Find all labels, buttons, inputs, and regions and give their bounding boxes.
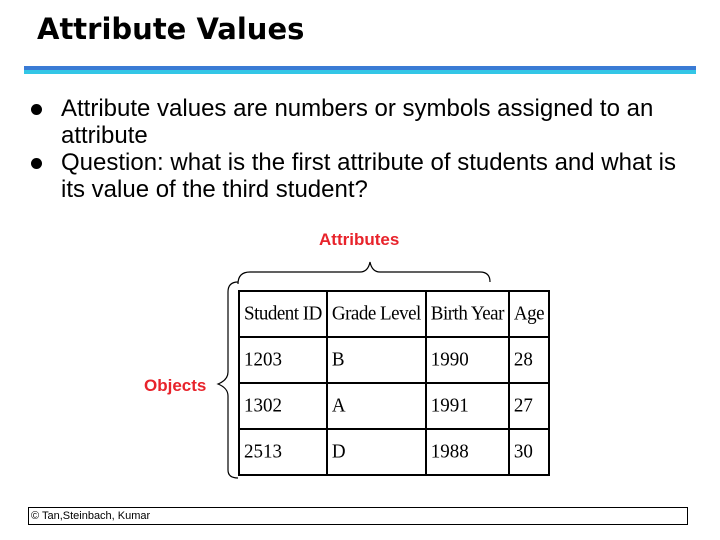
table-cell: 1990 (426, 336, 509, 384)
table-cell: A (327, 382, 426, 430)
table-cell: D (327, 428, 426, 476)
table-cell: 1991 (426, 382, 509, 430)
table-cell: 28 (509, 336, 549, 384)
table-header-row (239, 291, 549, 337)
table-cell: 1203 (239, 336, 327, 384)
table-cell: 1302 (239, 382, 327, 430)
copyright-footer: © Tan,Steinbach, Kumar (28, 507, 688, 525)
table-cell: 1988 (426, 428, 509, 476)
slide-title: Attribute Values (37, 12, 305, 46)
table-row (239, 383, 549, 429)
table-row (239, 429, 549, 475)
objects-brace-icon (218, 282, 238, 478)
table-cell: 27 (509, 382, 549, 430)
objects-label: Objects (144, 376, 207, 395)
attributes-label: Attributes (319, 230, 400, 249)
bullet-text: Attribute values are numbers or symbols assigned to an attribute (61, 95, 654, 149)
student-table (238, 290, 550, 476)
table-cell: B (327, 336, 426, 384)
column-header: Birth Year (426, 290, 509, 338)
table-row (239, 337, 549, 383)
column-header: Student ID (239, 290, 327, 338)
column-header: Age (509, 290, 549, 338)
column-header: Grade Level (327, 290, 426, 338)
attributes-brace-icon (238, 262, 490, 284)
table-cell: 30 (509, 428, 549, 476)
table-cell: 2513 (239, 428, 327, 476)
bullet-text: Question: what is the first attribute of students and what is its value of the third student? (61, 149, 676, 203)
